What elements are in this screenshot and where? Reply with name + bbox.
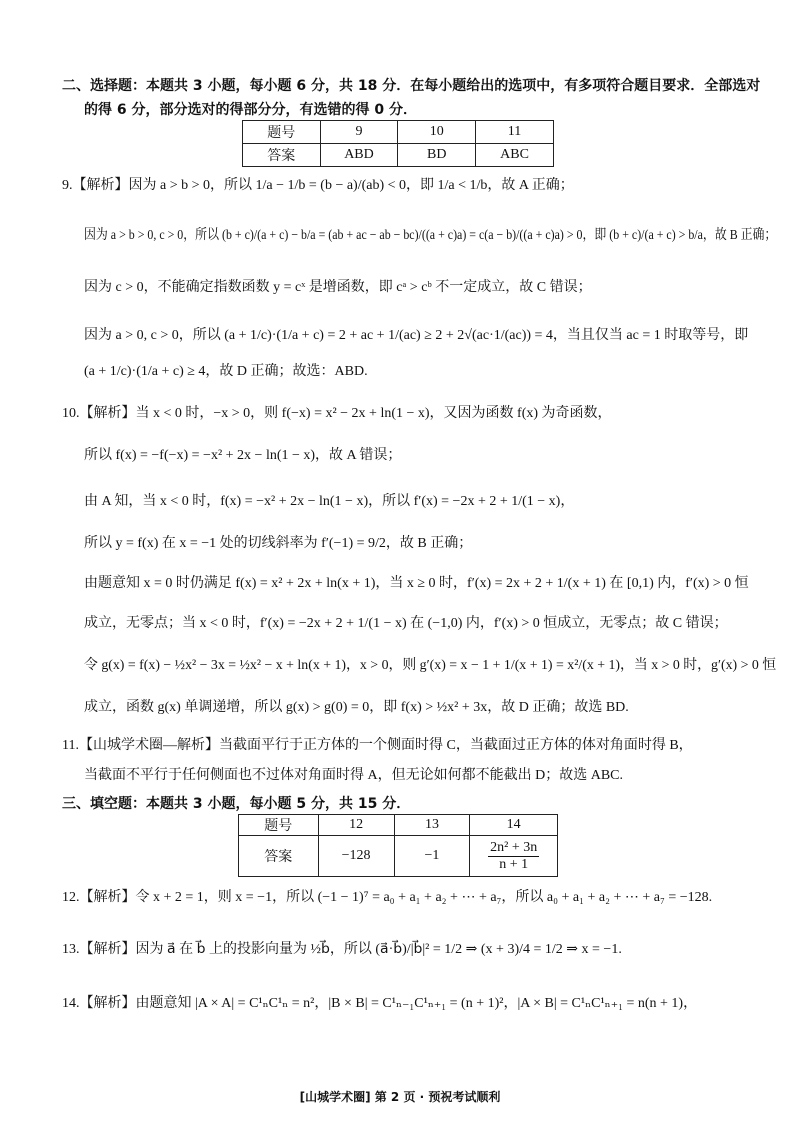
q10-line5: 由题意知 x = 0 时仍满足 f(x) = x² + 2x + ln(x + 1)，当 x ≥ 0 时，f′(x) = 2x + 2 + 1/(x + 1) 在 [0,1) 内，f′(x) > 0 恒 <box>84 576 749 591</box>
q9-line2: 因为 a > b > 0, c > 0，所以 (b + c)/(a + c) − b/a = (ab + ac − ab − bc)/((a + c)a) = c(a − b)/((a + c)a) > 0，即 (b + c)/(a + c) > b/a，故 B 正确； <box>84 228 777 243</box>
table-cell: 12 <box>318 815 394 836</box>
table-cell: 答案 <box>239 836 319 877</box>
q9-line5: (a + 1/c)·(1/a + c) ≥ 4，故 D 正确；故选：ABD. <box>84 364 368 379</box>
q9-line3: 因为 c > 0，不能确定指数函数 y = cˣ 是增函数，即 cᵃ > cᵇ 不一定成立，故 C 错误； <box>84 280 592 295</box>
table-cell: 题号 <box>243 121 321 144</box>
q10-line8: 成立，函数 g(x) 单调递增，所以 g(x) > g(0) = 0，即 f(x) > ½x² + 3x，故 D 正确；故选 BD. <box>84 700 629 715</box>
q11-line2: 当截面不平行于任何侧面也不过体对角面时得 A，但无论如何都不能截出 D；故选 ABC. <box>84 768 624 783</box>
q10-line6: 成立，无零点；当 x < 0 时，f′(x) = −2x + 2 + 1/(1 − x) 在 (−1,0) 内，f′(x) > 0 恒成立，无零点；故 C 错误； <box>84 616 728 631</box>
q10-line7: 令 g(x) = f(x) − ½x² − 3x = ½x² − x + ln(x + 1)，x > 0，则 g′(x) = x − 1 + 1/(x + 1) = x²/(x + 1)，当 x > 0 时，g′(x) > 0 恒 <box>84 658 777 673</box>
section3-answer-table <box>238 814 558 877</box>
table-cell: ABC <box>476 144 554 167</box>
q9-line1: 9.【解析】因为 a > b > 0，所以 1/a − 1/b = (b − a)/(ab) < 0，即 1/a < 1/b，故 A 正确； <box>62 178 574 193</box>
q13-line1: 13.【解析】因为 a⃗ 在 b⃗ 上的投影向量为 ½b⃗，所以 (a⃗·b⃗)/|b⃗|² = 1/2 ⇒ (x + 3)/4 = 1/2 ⇒ x = −1. <box>62 942 622 957</box>
q10-line2: 所以 f(x) = −f(−x) = −x² + 2x − ln(1 − x)，故 A 错误； <box>84 448 402 463</box>
table-row <box>243 144 554 167</box>
fraction <box>488 840 539 873</box>
q10-line1: 10.【解析】当 x < 0 时，−x > 0，则 f(−x) = x² − 2x + ln(1 − x)，又因为函数 f(x) 为奇函数， <box>62 406 612 421</box>
table-cell: 答案 <box>243 144 321 167</box>
q10-line4: 所以 y = f(x) 在 x = −1 处的切线斜率为 f′(−1) = 9/2，故 B 正确； <box>84 536 473 551</box>
table-row <box>239 836 558 877</box>
table-cell: BD <box>398 144 476 167</box>
section2-heading-line1: 二、选择题：本题共 3 小题，每小题 6 分，共 18 分．在每小题给出的选项中，有多项符合题目要求．全部选对 <box>62 78 761 94</box>
q12-line1: 12.【解析】令 x + 2 = 1，则 x = −1，所以 (−1 − 1)⁷ = a₀ + a₁ + a₂ + ⋯ + a₇，所以 a₀ + a₁ + a₂ + ⋯ + a₇ = −128. <box>62 890 713 905</box>
table-cell: 13 <box>394 815 470 836</box>
table-row <box>243 121 554 144</box>
table-cell: 9 <box>320 121 398 144</box>
table-cell: −128 <box>318 836 394 877</box>
table-cell: −1 <box>394 836 470 877</box>
section3-heading: 三、填空题：本题共 3 小题，每小题 5 分，共 15 分． <box>62 796 411 812</box>
q9-line4: 因为 a > 0, c > 0，所以 (a + 1/c)·(1/a + c) = 2 + ac + 1/(ac) ≥ 2 + 2√(ac·1/(ac)) = 4，当且仅当 ac = 1 时取等号，即 <box>84 328 749 343</box>
q14-line1: 14.【解析】由题意知 |A × A| = C¹ₙC¹ₙ = n²，|B × B| = C¹ₙ₋₁C¹ₙ₊₁ = (n + 1)²，|A × B| = C¹ₙC¹ₙ₊₁ = n(n + 1)， <box>62 996 698 1011</box>
table-cell: 10 <box>398 121 476 144</box>
q11-line1: 11.【山城学术圈—解析】当截面平行于正方体的一个侧面时得 C，当截面过正方体的体对角面时得 B， <box>62 738 693 753</box>
table-cell: 14 <box>470 815 558 836</box>
q10-line3: 由 A 知，当 x < 0 时，f(x) = −x² + 2x − ln(1 − x)，所以 f′(x) = −2x + 2 + 1/(1 − x)， <box>84 494 575 509</box>
section2-answer-table <box>242 120 554 167</box>
fraction-denominator: n + 1 <box>499 856 529 872</box>
table-cell: ABD <box>320 144 398 167</box>
table-row <box>239 815 558 836</box>
table-cell-fraction <box>470 836 558 877</box>
fraction-numerator: 2n² + 3n <box>490 839 538 855</box>
page-footer: [山城学术圈] 第 2 页 · 预祝考试顺利 <box>299 1090 501 1104</box>
table-cell: 11 <box>476 121 554 144</box>
table-cell: 题号 <box>239 815 319 836</box>
section2-heading-line2: 的得 6 分，部分选对的得部分分，有选错的得 0 分． <box>84 102 417 118</box>
